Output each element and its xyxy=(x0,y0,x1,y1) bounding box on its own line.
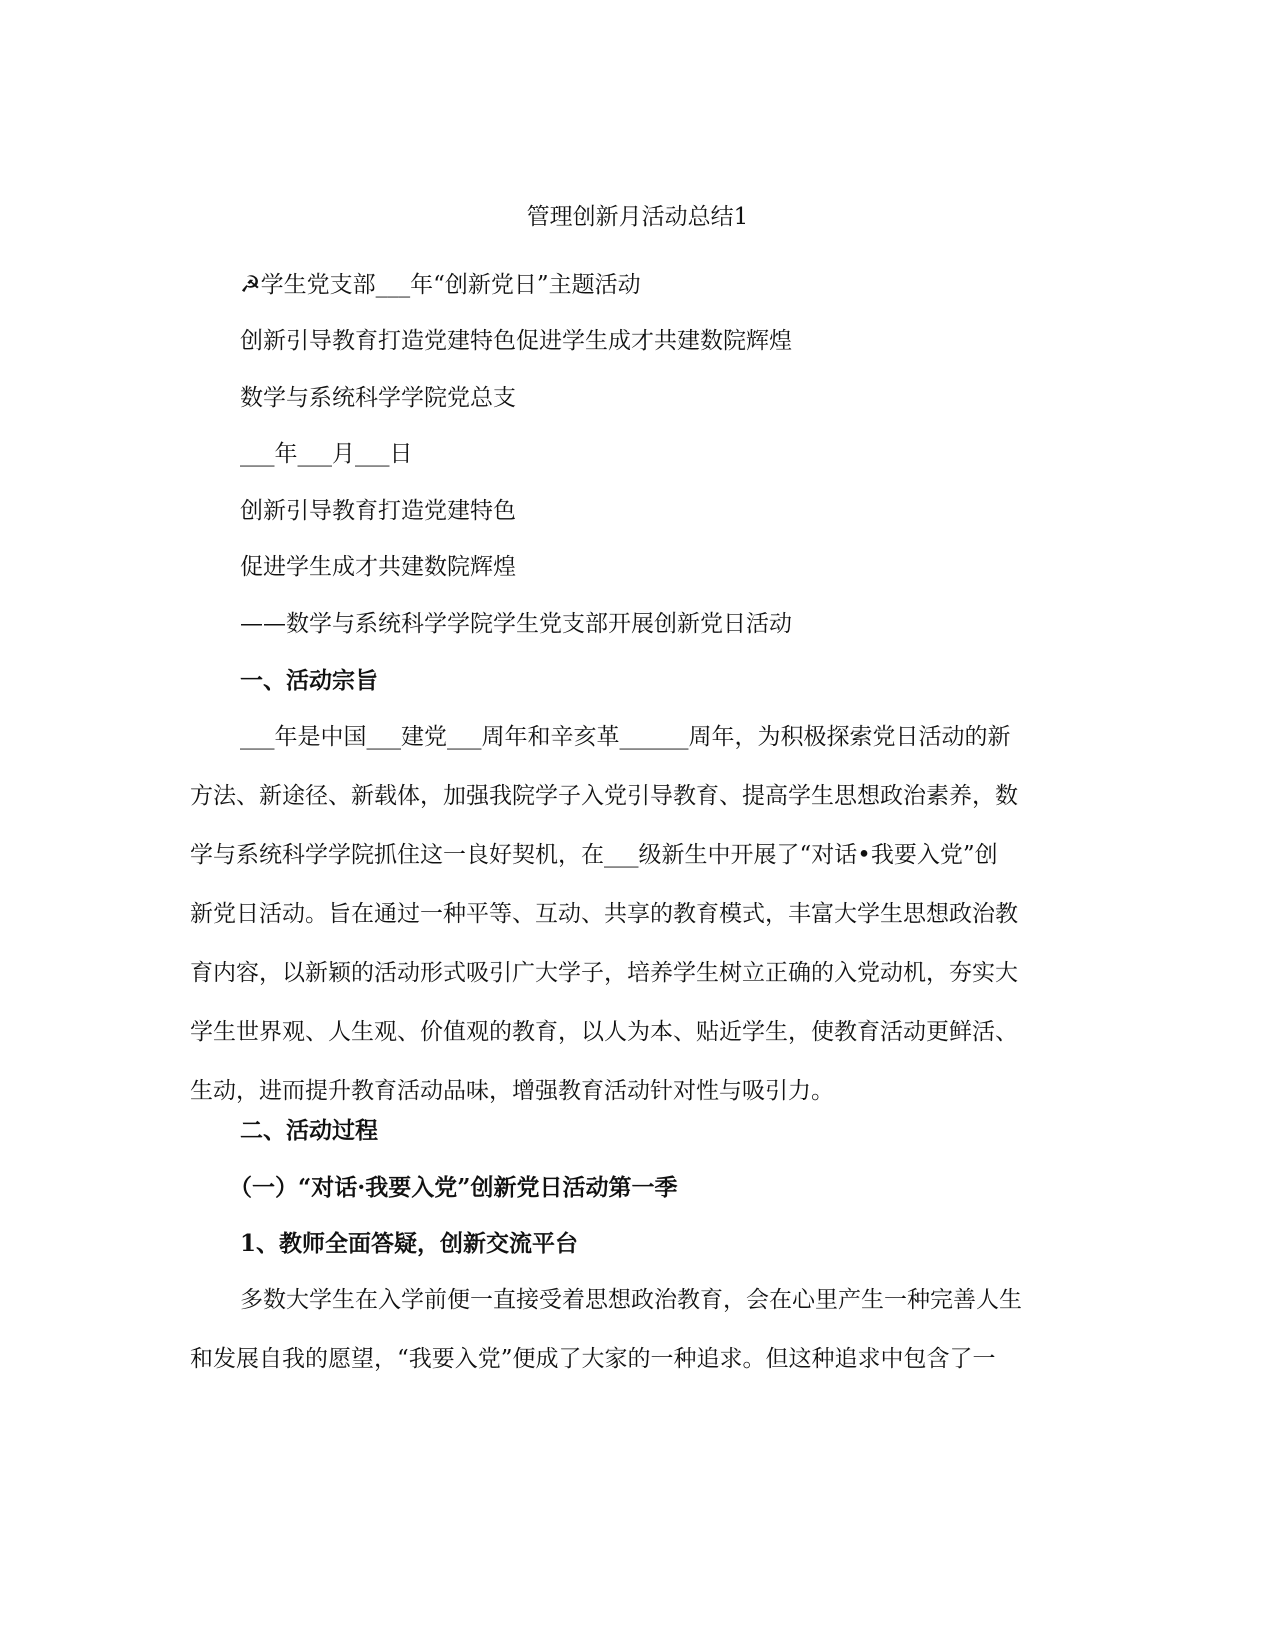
section-heading-process: 二、活动过程 xyxy=(240,1117,378,1144)
paragraph-line: 方法、新途径、新载体，加强我院学子入党引导教育、提高学生思想政治素养，数 xyxy=(190,783,1018,809)
subsection-heading: （一）“对话·我要入党”创新党日活动第一季 xyxy=(229,1174,678,1201)
document-title: 管理创新月活动总结1 xyxy=(526,204,749,230)
organizer-line: 数学与系统科学学院党总支 xyxy=(240,385,516,411)
paragraph-line: 育内容，以新颖的活动形式吸引广大学子，培养学生树立正确的入党动机，夯实大 xyxy=(190,960,1018,986)
theme-line: 创新引导教育打造党建特色促进学生成才共建数院辉煌 xyxy=(240,328,792,354)
paragraph-line: 生动，进而提升教育活动品味，增强教育活动针对性与吸引力。 xyxy=(190,1078,834,1104)
date-line: ___年___月___日 xyxy=(240,441,413,467)
headline-line-2: 促进学生成才共建数院辉煌 xyxy=(240,554,516,580)
purpose-paragraph xyxy=(190,708,1090,1121)
item-paragraph xyxy=(190,1271,1090,1389)
paragraph-line: 新党日活动。旨在通过一种平等、互动、共享的教育模式，丰富大学生思想政治教 xyxy=(190,901,1018,927)
paragraph-line: 多数大学生在入学前便一直接受着思想政治教育，会在心里产生一种完善人生 xyxy=(240,1287,1022,1313)
paragraph-line: 和发展自我的愿望，“我要入党”便成了大家的一种追求。但这种追求中包含了一 xyxy=(190,1346,996,1372)
headline-line-1: 创新引导教育打造党建特色 xyxy=(240,498,516,524)
section-heading-purpose: 一、活动宗旨 xyxy=(240,667,378,694)
item-heading: 1、教师全面答疑，创新交流平台 xyxy=(240,1230,579,1257)
paragraph-line: ___年是中国___建党___周年和辛亥革______周年，为积极探索党日活动的新 xyxy=(240,724,1011,750)
paragraph-line: 学生世界观、人生观、价值观的教育，以人为本、贴近学生，使教育活动更鲜活、 xyxy=(190,1019,1018,1045)
event-line: ☭学生党支部___年“创新党日”主题活动 xyxy=(240,272,641,298)
subtitle-line: ——数学与系统科学学院学生党支部开展创新党日活动 xyxy=(240,611,792,637)
paragraph-line: 学与系统科学学院抓住这一良好契机，在___级新生中开展了“对话•我要入党”创 xyxy=(190,842,998,868)
